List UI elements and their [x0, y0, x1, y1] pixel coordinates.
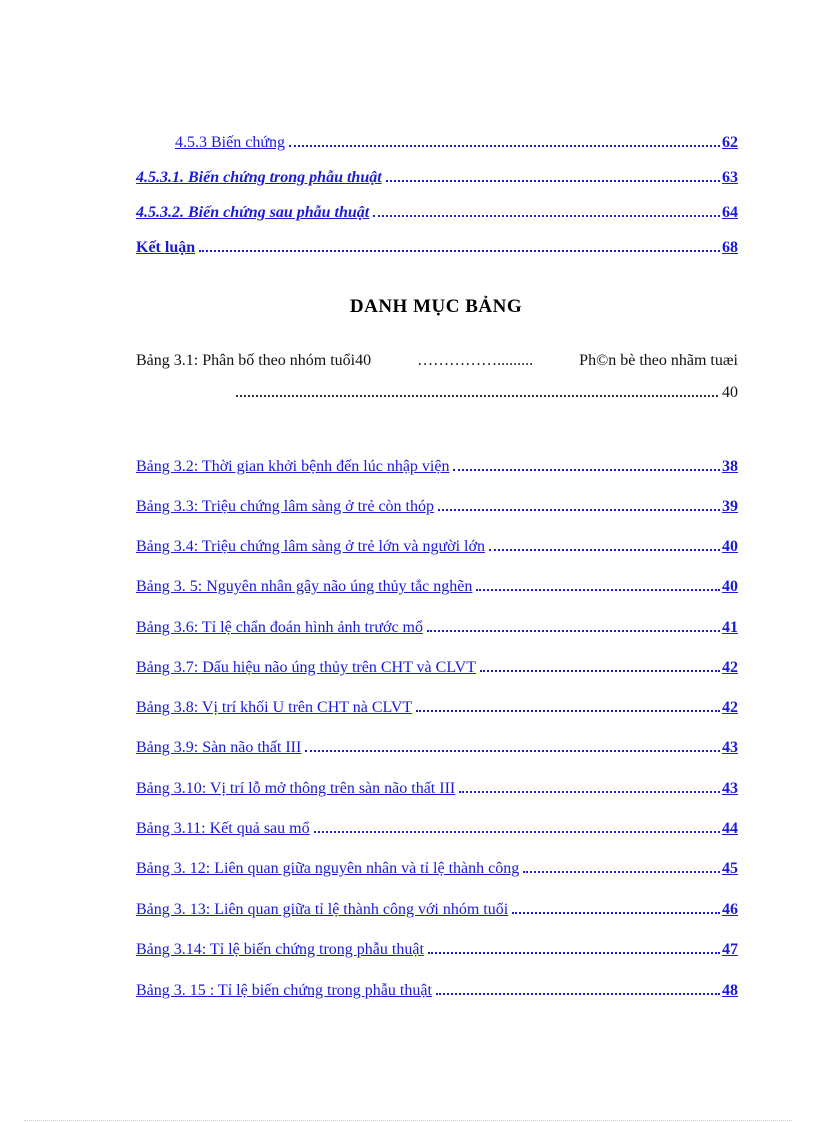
table-leader-dots — [436, 989, 720, 995]
table-entry[interactable] — [136, 538, 738, 556]
table-entry[interactable] — [136, 659, 738, 677]
table-entry[interactable] — [136, 820, 738, 838]
table-entry[interactable] — [136, 780, 738, 798]
table-entry-page[interactable]: 45 — [722, 860, 738, 877]
table-leader-dots — [453, 465, 720, 471]
table-entry-title[interactable]: Bảng 3.3: Triệu chứng lâm sàng ở trẻ còn thóp — [136, 498, 434, 515]
table-leader-dots — [476, 585, 720, 591]
table-entry-title[interactable]: Bảng 3. 5: Nguyên nhân gây não úng thủy tắc nghẽn — [136, 578, 473, 595]
toc-entry-title[interactable]: 4.5.3.2. Biến chứng sau phẫu thuật — [136, 204, 370, 221]
table-entry[interactable] — [136, 739, 738, 757]
table-3-1-leader-dots — [236, 391, 718, 397]
table-3-1-leader: ……………......... — [417, 352, 534, 369]
table-entry-page[interactable]: 38 — [722, 458, 738, 475]
table-entry-page[interactable]: 47 — [722, 941, 738, 958]
toc-entry-title[interactable]: 4.5.3 Biến chứng — [175, 134, 285, 151]
table-entry[interactable] — [136, 498, 738, 516]
table-entry-title[interactable]: Bảng 3.4: Triệu chứng lâm sàng ở trẻ lớn và người lớn — [136, 538, 485, 555]
table-leader-dots — [427, 626, 720, 632]
table-entry-page[interactable]: 40 — [722, 578, 738, 595]
table-leader-dots — [512, 908, 720, 914]
table-leader-dots — [438, 505, 720, 511]
table-entry[interactable] — [136, 458, 738, 476]
table-entry-page[interactable]: 44 — [722, 820, 738, 837]
table-entry-page[interactable]: 42 — [722, 699, 738, 716]
table-leader-dots — [428, 948, 720, 954]
section-title: DANH MỤC BẢNG — [349, 296, 523, 317]
toc-leader-dots — [289, 141, 720, 147]
toc-entry-page[interactable]: 68 — [722, 239, 738, 256]
table-entry[interactable] — [136, 941, 738, 959]
toc-entry-4-5-3-2[interactable] — [136, 204, 738, 222]
toc-entry-4-5-3-1[interactable] — [136, 169, 738, 187]
page-bottom-rule — [24, 1120, 792, 1121]
table-leader-dots — [480, 666, 720, 672]
table-entry-title[interactable]: Bảng 3.14: Tỉ lệ biến chứng trong phẫu thuật — [136, 941, 424, 958]
table-entry-title[interactable]: Bảng 3. 13: Liên quan giữa tỉ lệ thành công với nhóm tuổi — [136, 901, 509, 918]
table-entry[interactable] — [136, 578, 738, 596]
toc-entry-page[interactable]: 62 — [722, 134, 738, 151]
table-entry-title[interactable]: Bảng 3. 15 : Tỉ lệ biến chứng trong phẫu thuật — [136, 982, 432, 999]
table-entry-page[interactable]: 39 — [722, 498, 738, 515]
table-entry-page[interactable]: 42 — [722, 659, 738, 676]
table-leader-dots — [305, 746, 720, 752]
toc-entry-4-5-3[interactable] — [175, 134, 738, 152]
table-entry-title[interactable]: Bảng 3.2: Thời gian khởi bệnh đến lúc nhập viện — [136, 458, 450, 475]
table-entry-title[interactable]: Bảng 3.11: Kết quả sau mổ — [136, 820, 310, 837]
table-3-1-label: Bảng 3.1: Phân bố theo nhóm tuổi40 — [136, 352, 372, 369]
table-entry-title[interactable]: Bảng 3.8: Vị trí khối U trên CHT nà CLVT — [136, 699, 413, 716]
toc-leader-dots — [386, 176, 720, 182]
table-entry-title[interactable]: Bảng 3.10: Vị trí lỗ mở thông trên sàn não thất III — [136, 780, 456, 797]
table-leader-dots — [523, 867, 720, 873]
table-entry-page[interactable]: 43 — [722, 780, 738, 797]
table-entry[interactable] — [136, 982, 738, 1000]
toc-entry-page[interactable]: 63 — [722, 169, 738, 186]
table-3-1-entry — [136, 352, 738, 402]
table-entry[interactable] — [136, 619, 738, 637]
table-entry-title[interactable]: Bảng 3.7: Dấu hiệu não úng thủy trên CHT và CLVT — [136, 659, 476, 676]
table-leader-dots — [314, 827, 720, 833]
table-entry-page[interactable]: 40 — [722, 538, 738, 555]
table-entry[interactable] — [136, 699, 738, 717]
table-entry-title[interactable]: Bảng 3.9: Sàn não thất III — [136, 739, 302, 756]
table-entry-title[interactable]: Bảng 3.6: Tỉ lệ chẩn đoán hình ảnh trước mổ — [136, 619, 423, 636]
table-entry[interactable] — [136, 901, 738, 919]
table-entry-page[interactable]: 46 — [722, 901, 738, 918]
table-leader-dots — [489, 545, 720, 551]
table-entry-title[interactable]: Bảng 3. 12: Liên quan giữa nguyên nhân và tỉ lệ thành công — [136, 860, 520, 877]
table-3-1-line2 — [236, 384, 738, 402]
toc-entry-page[interactable]: 64 — [722, 204, 738, 221]
table-entry-page[interactable]: 48 — [722, 982, 738, 999]
toc-entry-title[interactable]: Kết luận — [136, 239, 196, 256]
table-3-1-line1 — [136, 352, 738, 370]
table-entry-page[interactable]: 43 — [722, 739, 738, 756]
toc-leader-dots — [373, 211, 720, 217]
table-leader-dots — [459, 787, 720, 793]
table-entry-page[interactable]: 41 — [722, 619, 738, 636]
table-3-1-page: 40 — [722, 384, 738, 401]
table-3-1-garbled: Ph©n bè theo nhãm tuæi — [579, 352, 738, 369]
toc-leader-dots — [199, 246, 720, 252]
toc-entry-title[interactable]: 4.5.3.1. Biến chứng trong phẫu thuật — [136, 169, 382, 186]
table-leader-dots — [416, 706, 720, 712]
table-entry[interactable] — [136, 860, 738, 878]
toc-entry-ket-luan[interactable] — [136, 239, 738, 257]
